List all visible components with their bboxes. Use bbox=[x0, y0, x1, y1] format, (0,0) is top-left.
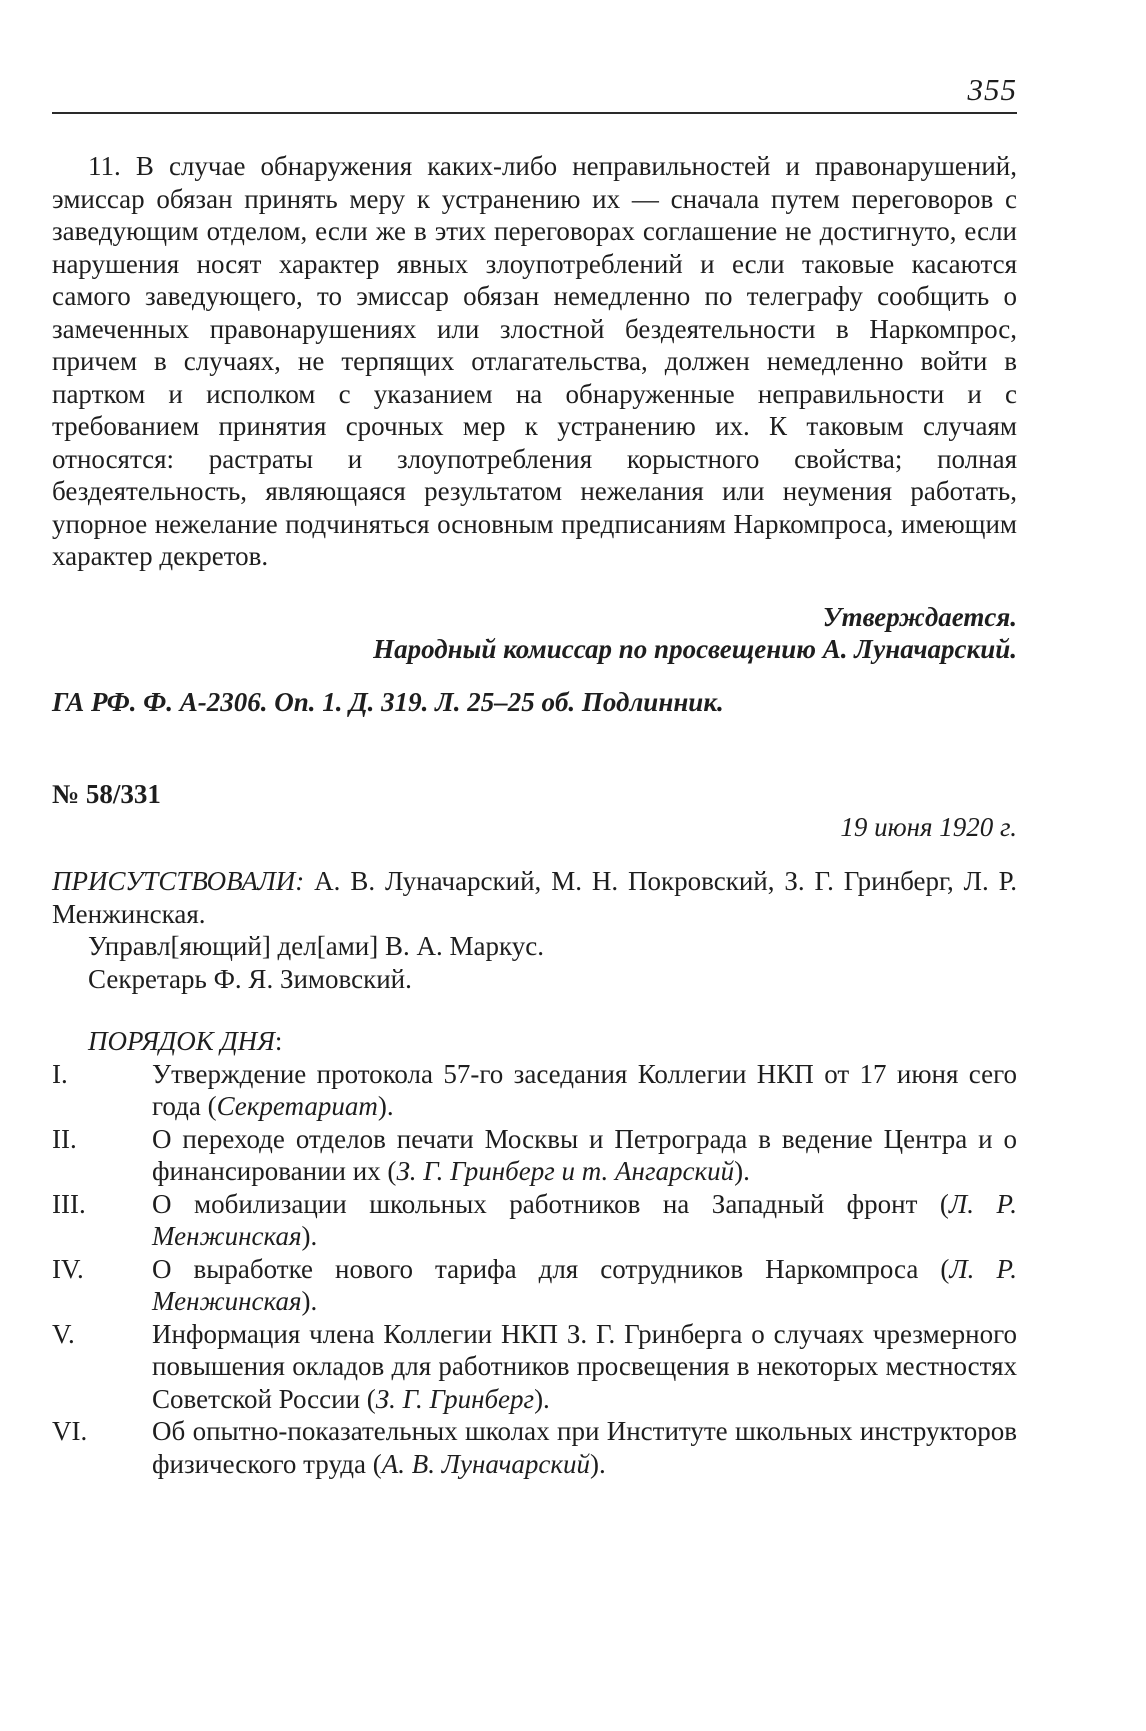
document-date: 19 июня 1920 г. bbox=[840, 811, 1017, 842]
agenda-item-close: ). bbox=[301, 1286, 318, 1316]
attendance-manager: Управл[яющий] дел[ами] В. А. Маркус. bbox=[88, 931, 544, 961]
agenda-item-text bbox=[152, 1123, 1017, 1188]
approval-signer: Народный комиссар по просвещению А. Луначарский. bbox=[373, 634, 1017, 664]
agenda-item bbox=[52, 1318, 1017, 1416]
agenda-item-number: III. bbox=[52, 1188, 86, 1219]
agenda-item-close: ). bbox=[734, 1156, 750, 1186]
agenda-item-number: VI. bbox=[52, 1416, 88, 1446]
agenda-item-speaker: З. Г. Гринберг bbox=[375, 1383, 535, 1414]
agenda-item bbox=[52, 1253, 1017, 1318]
agenda-item-text bbox=[152, 1188, 1017, 1253]
page-number: 355 bbox=[967, 72, 1017, 107]
agenda-item-close: ). bbox=[377, 1091, 394, 1121]
agenda-item-title: Информация члена Коллегии НКП З. Г. Гринберга о случаях чрезмерного повышения окладов для работников просвещения в некоторых местностях Советской России ( bbox=[152, 1318, 1017, 1414]
agenda-item-close: ). bbox=[590, 1448, 606, 1479]
agenda-item-speaker: З. Г. Гринберг и т. Ангарский bbox=[396, 1156, 735, 1186]
agenda-item-title: О переходе отделов печати Москвы и Петрограда в ведение Центра и о финансировании их ( bbox=[152, 1123, 1017, 1186]
agenda-item-number: IV. bbox=[52, 1253, 84, 1284]
agenda-label: ПОРЯДОК ДНЯ bbox=[88, 1026, 275, 1056]
agenda-item bbox=[52, 1123, 1017, 1188]
agenda-item-number: I. bbox=[52, 1058, 68, 1089]
document-number: № 58/331 bbox=[52, 779, 161, 809]
approval-note: Утверждается. bbox=[822, 601, 1017, 632]
attendance-block bbox=[52, 865, 1017, 930]
agenda-item-title: О выработке нового тарифа для сотрудников Наркомпроса ( bbox=[152, 1253, 950, 1284]
agenda-item-number: II. bbox=[52, 1123, 77, 1154]
paragraph-11: 11. В случае обнаружения каких-либо неправильностей и правонарушений, эмиссар обязан принять меру к устранению их — сначала путем переговоров с заведующим отделом, если же в этих переговорах соглашение не достигнуто, если нарушения носят характер явных злоупотреблений и если таковые касаются самого заведующего, то эмиссар обязан немедленно по телеграфу сообщить о замеченных правонарушениях или злостной бездеятельности в Наркомпрос, причем в случаях, не терпящих отлагательства, должен немедленно войти в партком и исполком с указанием на обнаруженные неправильности и с требованием принятия срочных мер к устранению их. К таковым случаям относятся: растраты и злоупотребления корыстного свойства; полная бездеятельность, являющаяся результатом нежелания или неумения работать, упорное нежелание подчиняться основным предписаниям Наркомпроса, имеющим характер декретов. bbox=[52, 151, 1017, 571]
agenda-item-title: Об опытно-показательных школах при Институте школьных инструкторов физического труда ( bbox=[152, 1416, 1017, 1479]
agenda-item bbox=[52, 1058, 1017, 1123]
attendance-secretary: Секретарь Ф. Я. Зимовский. bbox=[88, 963, 412, 994]
agenda-item-text bbox=[152, 1415, 1017, 1480]
agenda-item-speaker: Секретариат bbox=[216, 1091, 378, 1121]
running-head bbox=[52, 68, 1017, 114]
agenda-item-speaker: А. В. Луначарский bbox=[381, 1448, 591, 1479]
agenda-item-close: ). bbox=[301, 1221, 318, 1251]
agenda-list bbox=[52, 1058, 1017, 1481]
agenda-item-text bbox=[152, 1058, 1017, 1123]
agenda-colon: : bbox=[274, 1026, 283, 1056]
page-content bbox=[52, 150, 1017, 1480]
attendance-label: ПРИСУТСТВОВАЛИ: bbox=[52, 866, 305, 896]
agenda-item-number: V. bbox=[52, 1318, 75, 1349]
agenda-item-text bbox=[152, 1318, 1017, 1416]
agenda-item-speaker: Л. Р. Менжинская bbox=[152, 1253, 1018, 1316]
agenda-item-text bbox=[152, 1253, 1017, 1318]
agenda-item bbox=[52, 1188, 1017, 1253]
agenda-item bbox=[52, 1415, 1017, 1480]
agenda-item-title: Утверждение протокола 57-го заседания Коллегии НКП от 17 июня сего года ( bbox=[152, 1058, 1017, 1121]
agenda-heading bbox=[88, 1025, 1017, 1058]
agenda-item-speaker: Л. Р. Менжинская bbox=[152, 1188, 1018, 1251]
attendance-members: А. В. Луначарский, М. Н. Покровский, З. Г. Гринберг, Л. Р. Менжинская. bbox=[52, 866, 1017, 929]
agenda-item-close: ). bbox=[534, 1383, 550, 1414]
agenda-item-title: О мобилизации школьных работников на Западный фронт ( bbox=[152, 1188, 949, 1219]
archive-source: ГА РФ. Ф. А-2306. Оп. 1. Д. 319. Л. 25–25 об. Подлинник. bbox=[52, 686, 724, 717]
